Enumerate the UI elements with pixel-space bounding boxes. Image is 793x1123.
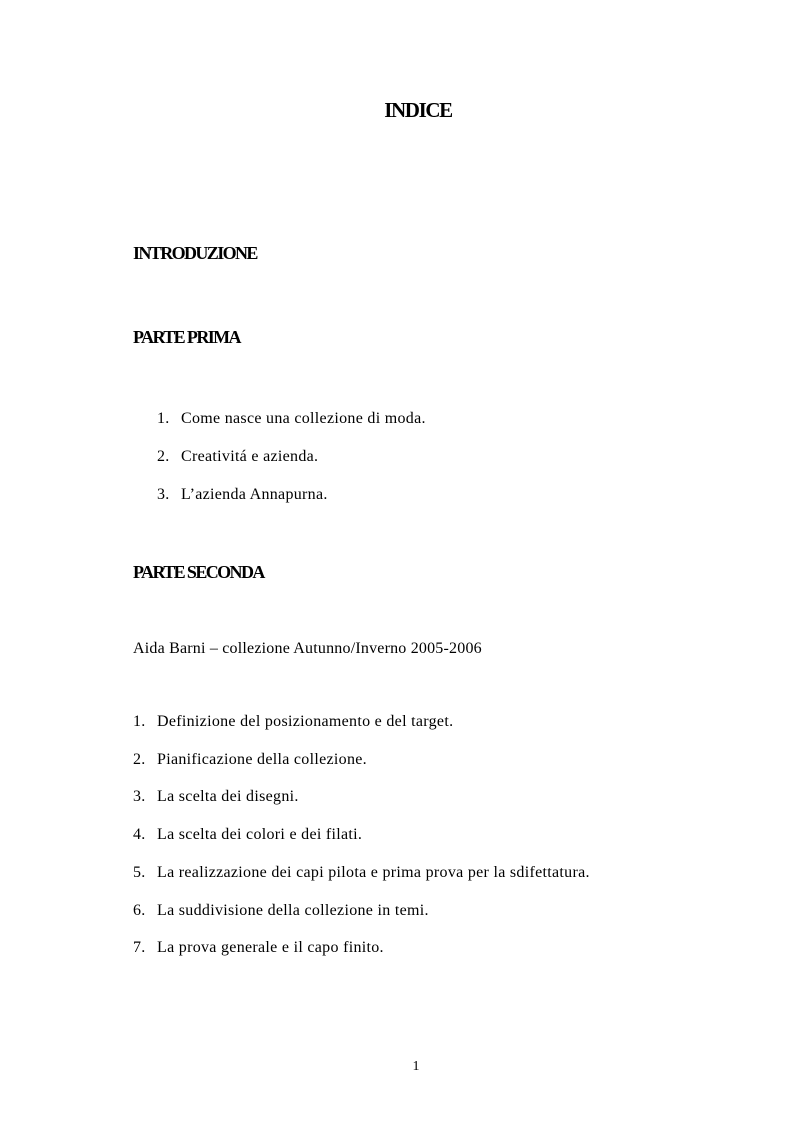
list-item-number: 6. <box>133 902 146 919</box>
list-item-number: 4. <box>133 826 146 843</box>
list-item-text: Definizione del posizionamento e del target. <box>157 713 454 730</box>
list-item <box>133 939 384 957</box>
list-item-text: Pianificazione della collezione. <box>157 751 367 768</box>
section-heading-parte-prima: PARTE PRIMA <box>133 327 240 347</box>
list-item <box>133 713 453 731</box>
list-item <box>157 410 426 428</box>
list-item-text: La scelta dei colori e dei filati. <box>157 826 363 843</box>
section-heading-parte-seconda: PARTE SECONDA <box>133 562 264 582</box>
list-item-number: 7. <box>133 939 146 956</box>
section-heading-introduzione: INTRODUZIONE <box>133 243 257 263</box>
collection-subtitle: Aida Barni – collezione Autunno/Inverno 2005-2006 <box>133 640 482 657</box>
list-item <box>133 751 367 769</box>
page-number: 1 <box>412 1059 420 1074</box>
list-item-number: 2. <box>157 448 170 465</box>
list-item-number: 3. <box>157 486 170 503</box>
list-item <box>133 864 590 882</box>
list-item-text: La suddivisione della collezione in temi. <box>157 902 429 919</box>
list-item-text: La prova generale e il capo finito. <box>157 939 384 956</box>
page-title: INDICE <box>384 98 452 122</box>
list-item <box>157 486 328 504</box>
list-item-text: Creativitá e azienda. <box>181 448 319 465</box>
list-item-text: La realizzazione dei capi pilota e prima prova per la sdifettatura. <box>157 864 590 881</box>
list-item <box>133 902 429 920</box>
list-item-text: La scelta dei disegni. <box>157 788 299 805</box>
list-item-number: 1. <box>157 410 170 427</box>
list-item <box>133 826 362 844</box>
list-item-number: 2. <box>133 751 146 768</box>
list-item-number: 5. <box>133 864 146 881</box>
list-item-number: 3. <box>133 788 146 805</box>
list-item <box>157 448 318 466</box>
list-item-number: 1. <box>133 713 146 730</box>
list-item-text: L’azienda Annapurna. <box>181 486 328 503</box>
list-item <box>133 788 299 806</box>
list-item-text: Come nasce una collezione di moda. <box>181 410 426 427</box>
